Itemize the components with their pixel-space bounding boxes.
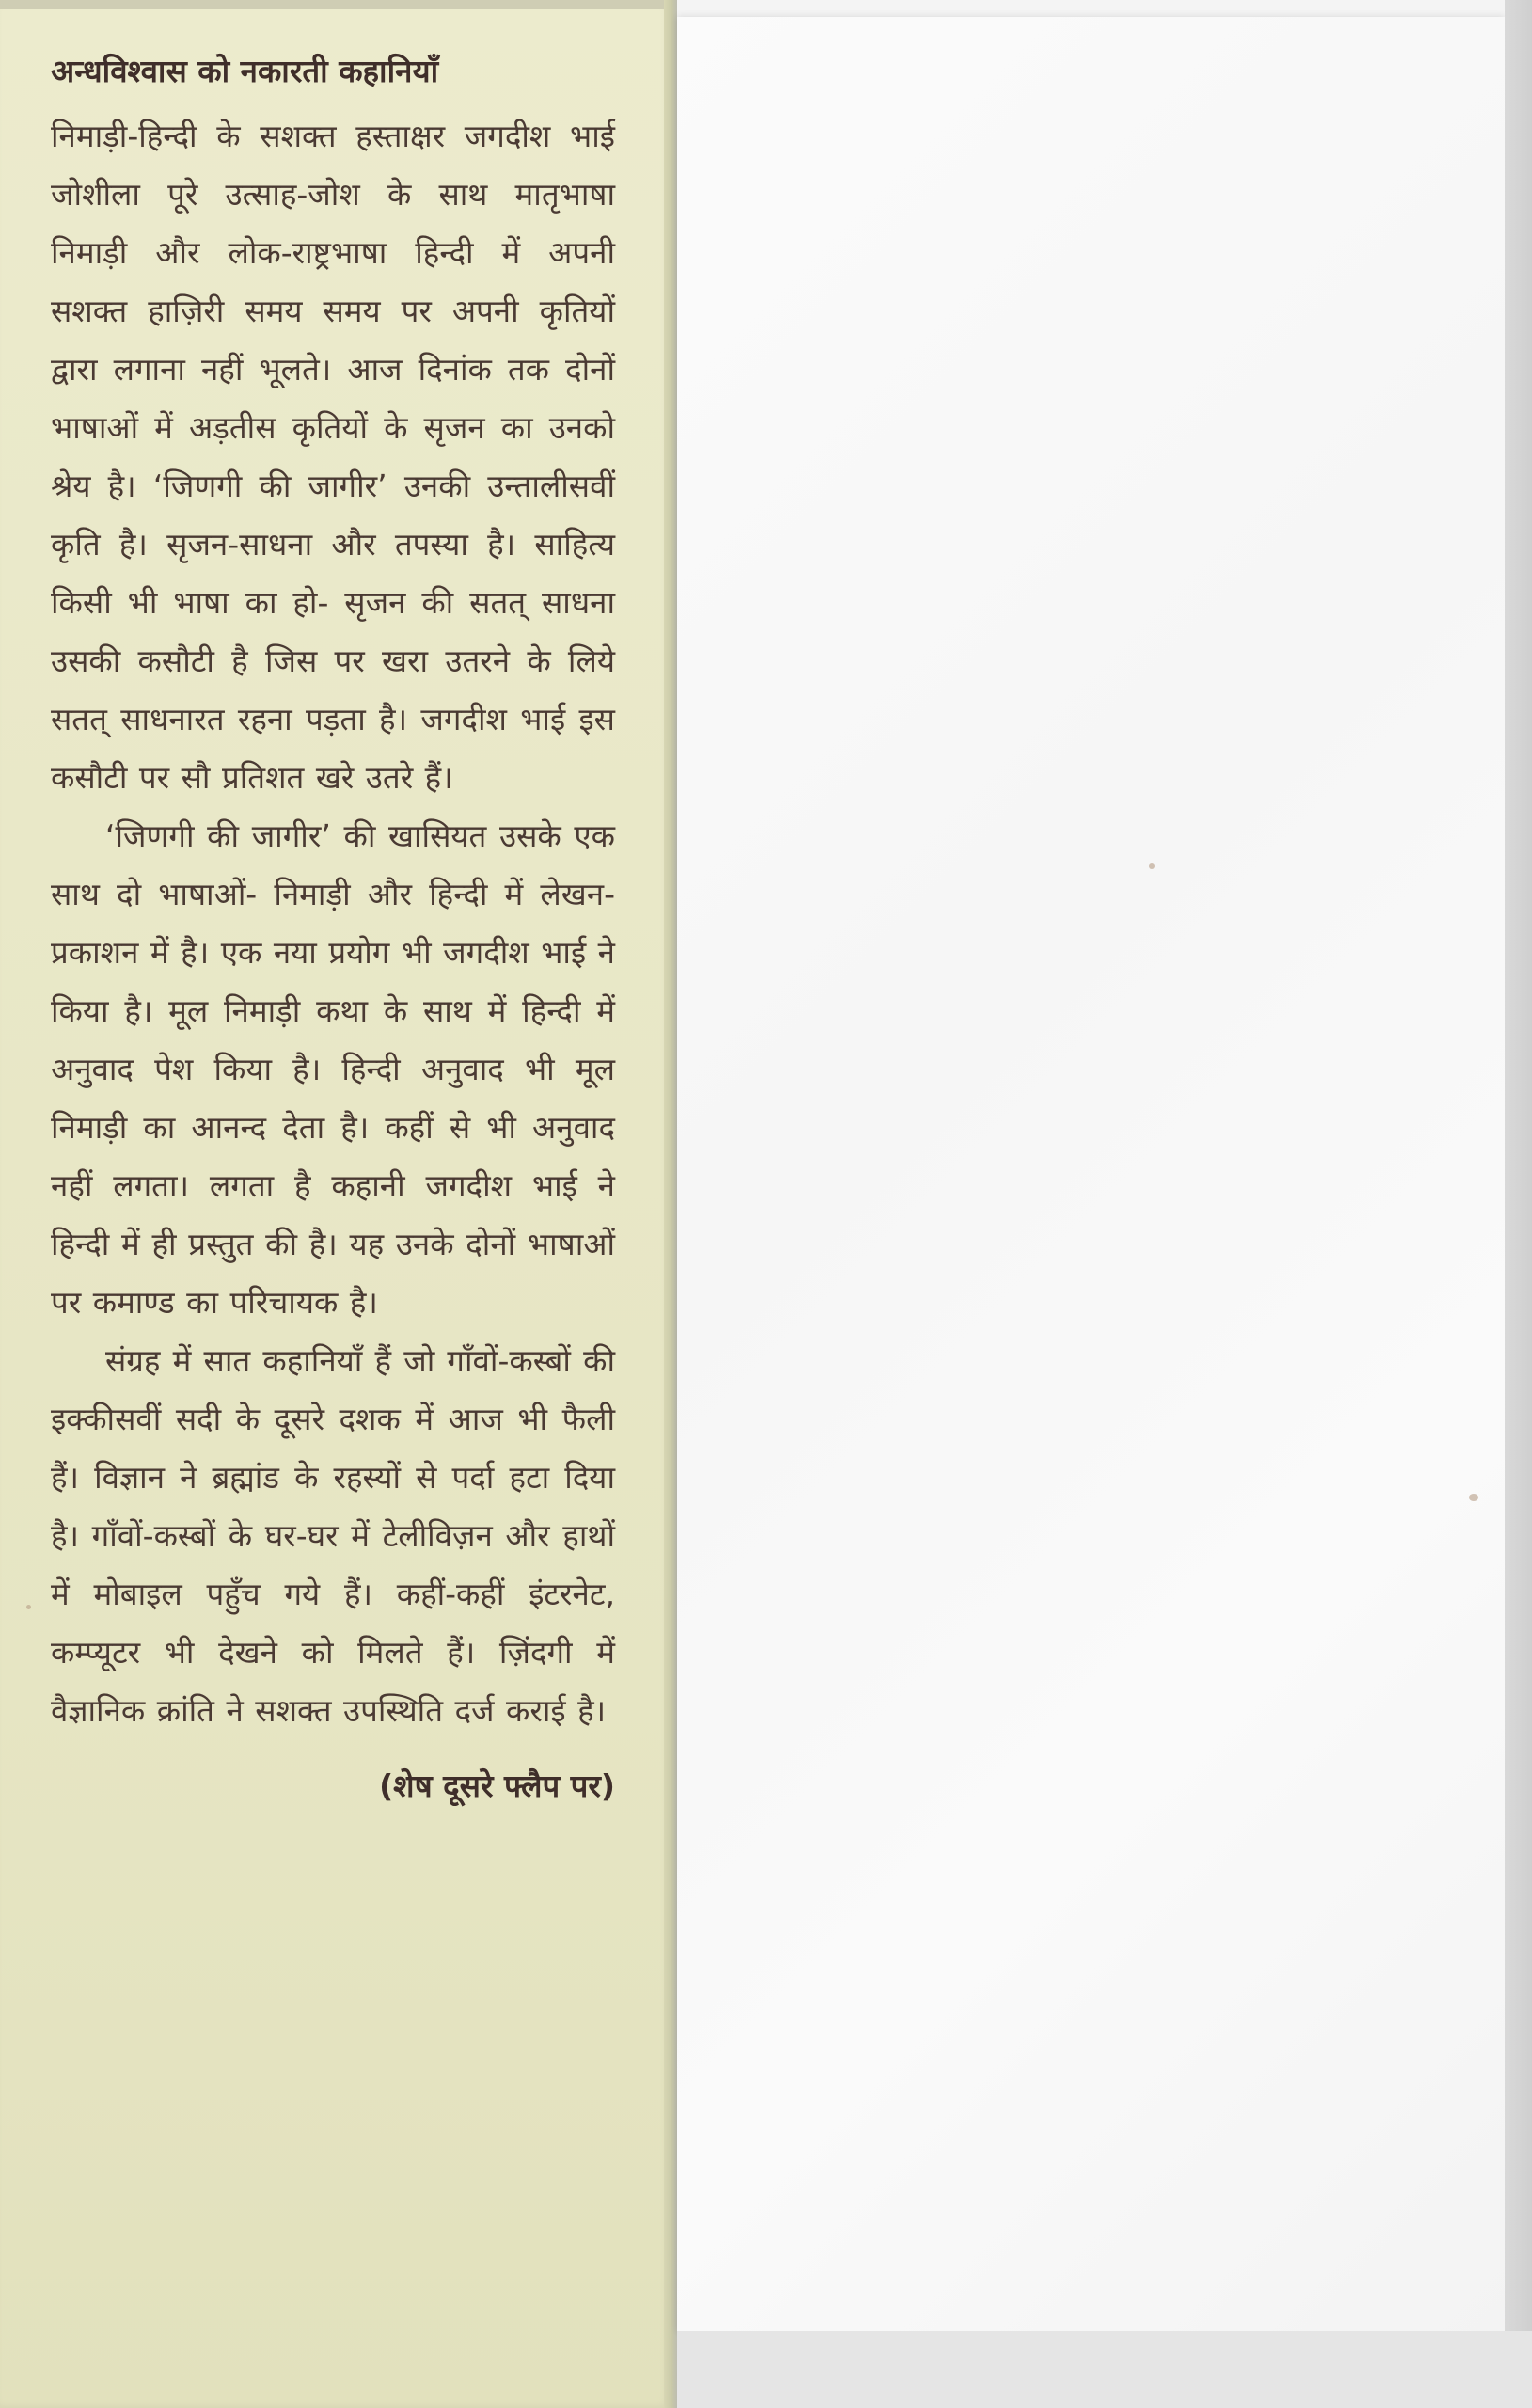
cover-bottom-edge — [677, 2331, 1532, 2408]
flap-heading: अन्धविश्वास को नकारती कहानियाँ — [51, 53, 439, 89]
paragraph-1: निमाड़ी-हिन्दी के सशक्त हस्ताक्षर जगदीश भाई जोशीला पूरे उत्साह-जोश के साथ मातृभाषा निमाड़ी और लोक-राष्ट्रभाषा हिन्दी में अपनी सशक्त हाज़िरी समय समय पर अपनी कृतियों द्वारा लगाना नहीं भूलते। आज दिनांक तक दोनों भाषाओं में अड़तीस कृतियों के सृजन का उनको श्रेय है। ‘जिणगी की जागीर’ उनकी उन्तालीसवीं कृति है। सृजन-साधना और तपस्या है। साहित्य किसी भी भाषा का हो- सृजन की सतत् साधना उसकी कसौटी है जिस पर खरा उतरने के लिये सतत् साधनारत रहना पड़ता है। जगदीश भाई इस कसौटी पर सौ प्रतिशत खरे उतरे हैं। — [51, 118, 615, 796]
speck-mark — [1149, 863, 1155, 869]
paragraph-2: ‘जिणगी की जागीर’ की खासियत उसके एक साथ दो भाषाओं- निमाड़ी और हिन्दी में लेखन-प्रकाशन में है। एक नया प्रयोग भी जगदीश भाई ने किया है। मूल निमाड़ी कथा के साथ में हिन्दी में अनुवाद पेश किया है। हिन्दी अनुवाद भी मूल निमाड़ी का आनन्द देता है। कहीं से भी अनुवाद नहीं लगता। लगता है कहानी जगदीश भाई ने हिन्दी में ही प्रस्तुत की है। यह उनके दोनों भाषाओं पर कमाण्ड का परिचायक है। — [51, 817, 615, 1321]
cover-right-edge — [1505, 0, 1532, 2408]
speck-mark — [1469, 1494, 1478, 1501]
flap-text — [51, 45, 615, 1815]
continued-note: (शेष दूसरे फ्लैप पर) — [379, 1767, 615, 1804]
speck-mark — [26, 1605, 31, 1609]
paragraph-3: संग्रह में सात कहानियाँ हैं जो गाँवों-कस्बों की इक्कीसवीं सदी के दूसरे दशक में आज भी फैली हैं। विज्ञान ने ब्रह्मांड के रहस्यों से पर्दा हटा दिया है। गाँवों-कस्बों के घर-घर में टेलीविज़न और हाथों में मोबाइल पहुँच गये हैं। कहीं-कहीं इंटरनेट, कम्प्यूटर भी देखने को मिलते हैं। ज़िंदगी में वैज्ञानिक क्रांति ने सशक्त उपस्थिति दर्ज कराई है। — [51, 1342, 615, 1729]
flap-top-edge — [0, 0, 673, 9]
back-cover-blank — [677, 17, 1505, 2331]
flap-fold-edge — [664, 0, 677, 2408]
